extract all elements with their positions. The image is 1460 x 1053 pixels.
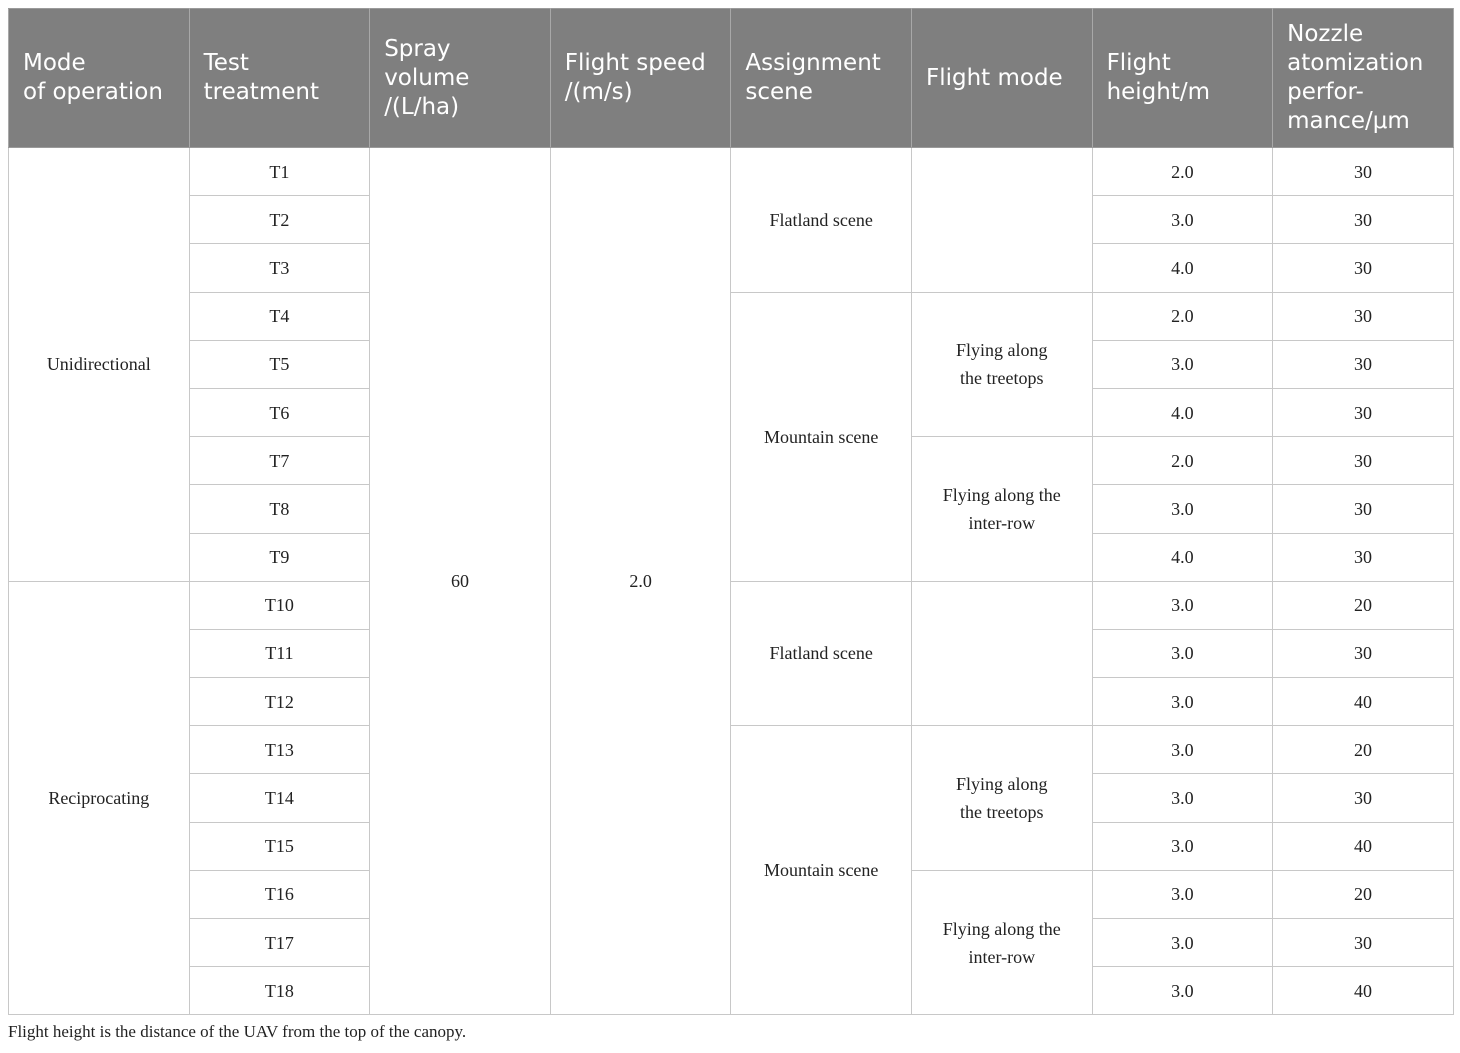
height-cell: 3.0: [1092, 485, 1273, 533]
flight-mode-cell: Flying along the inter-row: [911, 870, 1092, 1015]
nozzle-cell: 30: [1273, 196, 1454, 244]
treatment-cell: T12: [189, 678, 370, 726]
height-cell: 3.0: [1092, 340, 1273, 388]
table-row: [9, 581, 1454, 629]
table-row: [9, 292, 1454, 340]
nozzle-cell: 20: [1273, 581, 1454, 629]
treatment-cell: T9: [189, 533, 370, 581]
header-flight-height: Flight height/m: [1092, 9, 1273, 148]
nozzle-cell: 30: [1273, 533, 1454, 581]
header-mode: Mode of operation: [9, 9, 190, 148]
nozzle-cell: 40: [1273, 967, 1454, 1015]
nozzle-cell: 20: [1273, 870, 1454, 918]
scene-cell: Flatland scene: [731, 581, 912, 726]
scene-cell: Mountain scene: [731, 726, 912, 1015]
height-cell: 3.0: [1092, 774, 1273, 822]
flight-mode-cell: Flying along the treetops: [911, 726, 1092, 871]
treatment-cell: T6: [189, 388, 370, 436]
mode-cell: Unidirectional: [9, 148, 190, 582]
height-cell: 2.0: [1092, 292, 1273, 340]
treatment-cell: T14: [189, 774, 370, 822]
height-cell: 3.0: [1092, 196, 1273, 244]
height-cell: 3.0: [1092, 629, 1273, 677]
height-cell: 4.0: [1092, 388, 1273, 436]
flight-mode-cell: Flying along the inter-row: [911, 437, 1092, 582]
height-cell: 3.0: [1092, 919, 1273, 967]
flight-mode-cell: Flying along the treetops: [911, 292, 1092, 437]
header-flight-speed: Flight speed /(m/s): [550, 9, 731, 148]
table-container: [8, 8, 1453, 1015]
treatment-cell: T5: [189, 340, 370, 388]
table-footnote: Flight height is the distance of the UAV from the top of the canopy.: [8, 1022, 467, 1041]
scene-cell: Flatland scene: [731, 148, 912, 293]
height-cell: 4.0: [1092, 533, 1273, 581]
treatment-cell: T10: [189, 581, 370, 629]
nozzle-cell: 30: [1273, 388, 1454, 436]
treatment-cell: T15: [189, 822, 370, 870]
header-assignment-scene: Assignment scene: [731, 9, 912, 148]
treatment-cell: T2: [189, 196, 370, 244]
table-row: [9, 726, 1454, 774]
header-row: [9, 9, 1454, 148]
nozzle-cell: 30: [1273, 437, 1454, 485]
nozzle-cell: 30: [1273, 292, 1454, 340]
height-cell: 2.0: [1092, 148, 1273, 196]
height-cell: 3.0: [1092, 678, 1273, 726]
table-row: [9, 148, 1454, 196]
height-cell: 2.0: [1092, 437, 1273, 485]
spray-volume-cell: 60: [370, 148, 551, 1015]
height-cell: 4.0: [1092, 244, 1273, 292]
treatment-cell: T8: [189, 485, 370, 533]
height-cell: 3.0: [1092, 870, 1273, 918]
treatment-cell: T16: [189, 870, 370, 918]
header-flight-mode: Flight mode: [911, 9, 1092, 148]
scene-cell: Mountain scene: [731, 292, 912, 581]
nozzle-cell: 30: [1273, 919, 1454, 967]
treatment-cell: T4: [189, 292, 370, 340]
flight-speed-cell: 2.0: [550, 148, 731, 1015]
treatment-cell: T1: [189, 148, 370, 196]
nozzle-cell: 30: [1273, 340, 1454, 388]
header-nozzle-atomization: Nozzle atomization perfor- mance/μm: [1273, 9, 1454, 148]
treatment-cell: T18: [189, 967, 370, 1015]
treatment-table: [8, 8, 1454, 1015]
nozzle-cell: 30: [1273, 148, 1454, 196]
nozzle-cell: 30: [1273, 244, 1454, 292]
treatment-cell: T11: [189, 629, 370, 677]
height-cell: 3.0: [1092, 726, 1273, 774]
nozzle-cell: 20: [1273, 726, 1454, 774]
nozzle-cell: 30: [1273, 485, 1454, 533]
height-cell: 3.0: [1092, 967, 1273, 1015]
nozzle-cell: 30: [1273, 629, 1454, 677]
height-cell: 3.0: [1092, 581, 1273, 629]
nozzle-cell: 30: [1273, 774, 1454, 822]
mode-cell: Reciprocating: [9, 581, 190, 1015]
treatment-cell: T17: [189, 919, 370, 967]
treatment-cell: T3: [189, 244, 370, 292]
flight-mode-cell-empty: [911, 581, 1092, 726]
nozzle-cell: 40: [1273, 822, 1454, 870]
nozzle-cell: 40: [1273, 678, 1454, 726]
flight-mode-cell-empty: [911, 148, 1092, 293]
height-cell: 3.0: [1092, 822, 1273, 870]
treatment-cell: T7: [189, 437, 370, 485]
header-treatment: Test treatment: [189, 9, 370, 148]
treatment-cell: T13: [189, 726, 370, 774]
header-spray-volume: Spray volume /(L/ha): [370, 9, 551, 148]
